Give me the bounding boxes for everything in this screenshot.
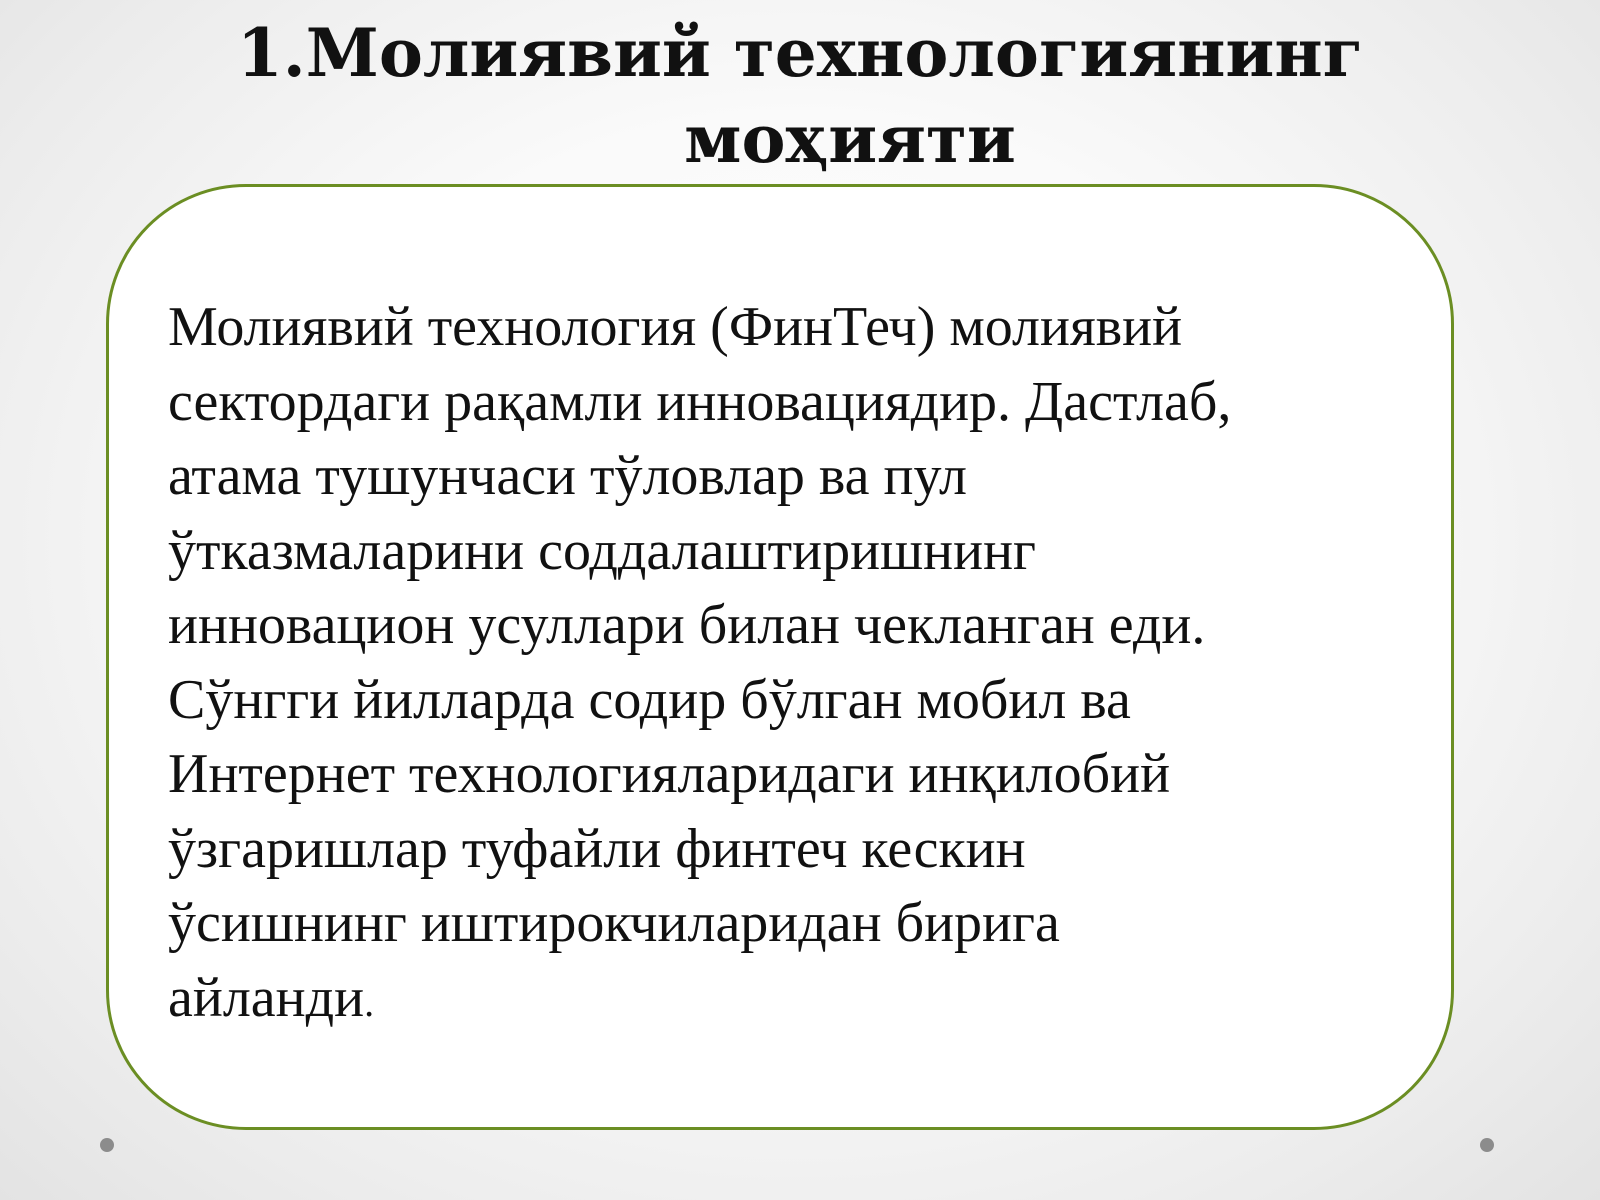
content-line-2: сектордаги рақамли инновациядир. Дастлаб, [168, 370, 1232, 433]
content-text [168, 290, 1388, 1040]
slide-dot-left [100, 1138, 114, 1152]
slide-title-line-2: моҳияти [684, 100, 1016, 178]
content-line-7: Интернет технологияларидаги инқилобий [168, 743, 1171, 805]
content-line-1: Молиявий технология (ФинТеч) молиявий [168, 296, 1183, 358]
slide-title [0, 10, 1600, 182]
content-line-10 [168, 961, 1388, 1041]
content-final-period: . [364, 979, 375, 1025]
content-line-5: инновацион усуллари билан чекланган еди. [168, 594, 1206, 656]
content-line-6: Сўнгги йилларда содир бўлган мобил ва [168, 668, 1131, 731]
content-line-9: ўсишнинг иштирокчиларидан бирига [168, 892, 1060, 954]
slide-title-line-1: 1.Молиявий технологиянинг [236, 14, 1364, 92]
slide-dot-right [1480, 1138, 1494, 1152]
content-line-4: ўтказмаларини соддалаштиришнинг [168, 519, 1037, 582]
content-line-10-text: айланди [168, 966, 365, 1029]
content-line-8: ўзгаришлар туфайли финтеч кескин [168, 817, 1026, 880]
content-line-3: атама тушунчаси тўловлар ва пул [168, 445, 967, 507]
